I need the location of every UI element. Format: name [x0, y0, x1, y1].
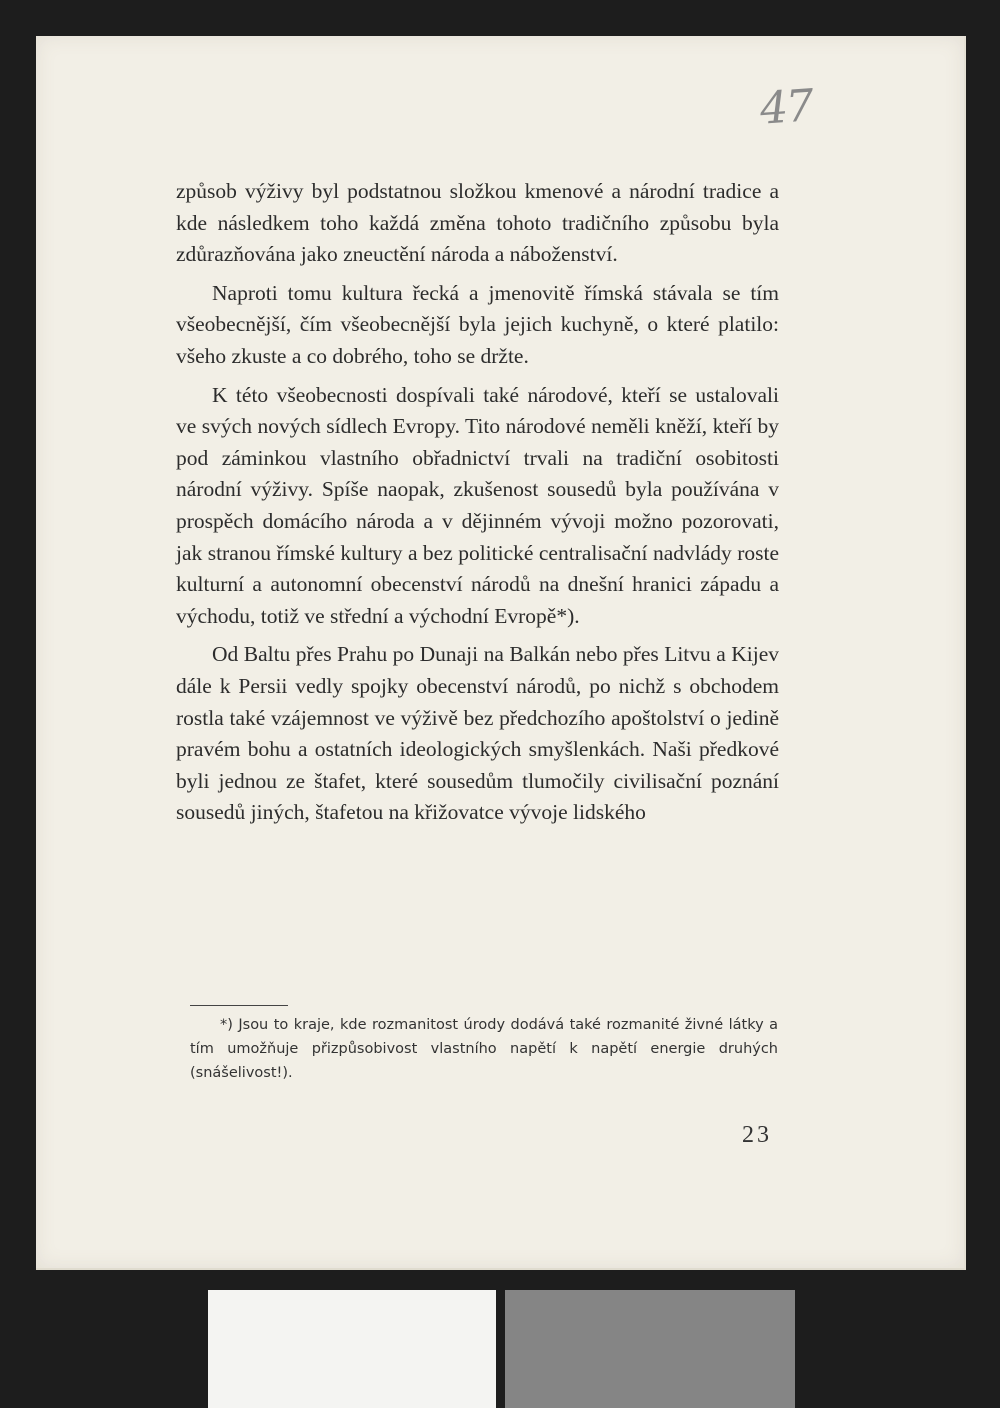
footnote-divider — [190, 1005, 288, 1006]
paragraph-1: způsob výživy byl podstatnou složkou kmenové a národní tradice a kde následkem toho každá změna tohoto tradičního způsobu byla zdůrazňována jako zneuctění národa a náboženství. — [176, 179, 779, 267]
paragraph-2: Naproti tomu kultura řecká a jmenovitě římská stávala se tím všeobecnější, čím všeobecnější byla jejich kuchyně, o které platilo: všeho zkuste a co dobrého, toho se držte. — [176, 280, 779, 368]
footnote: *) Jsou to kraje, kde rozmanitost úrody dodává také rozmanité živné látky a tím umožňuje přizpůsobivost vlastního napětí k napětí energie druhých (snášelivost!). — [190, 1017, 778, 1081]
paragraph-3: K této všeobecnosti dospívali také národové, kteří se ustalovali ve svých nových sídlech Evropy. Tito národové neměli kněží, kteří by pod záminkou vlastního obřadnictví trvali na tradiční osobitosti národní výživy. Spíše naopak, zkušenost sousedů byla používána v prospěch domácího národa a v dějinném vývoji možno pozorovati, jak stranou římské kultury a bez politické centralisační nadvlády roste kulturní a autonomní obecenství národů na dnešní hranici západu a východu, totiž ve střední a východní Evropě*). — [176, 382, 779, 628]
calibration-card-white — [208, 1290, 496, 1408]
handwritten-folio-number: 47 — [758, 80, 814, 135]
page-number: 23 — [742, 1122, 772, 1148]
body-text — [176, 176, 779, 836]
calibration-card-gray — [505, 1290, 795, 1408]
paragraph-4: Od Baltu přes Prahu po Dunaji na Balkán nebo přes Litvu a Kijev dále k Persii vedly spojky obecenství národů, po nichž s obchodem rostla také vzájemnost ve výživě bez předchozího apoštolství o jedině pravém bohu a ostatních ideologických smyšlenkách. Naši předkové byli jednou ze štafet, které sousedům tlumočily civilisační poznání sousedů jiných, štafetou na křižovatce vývoje lidského — [176, 642, 779, 825]
